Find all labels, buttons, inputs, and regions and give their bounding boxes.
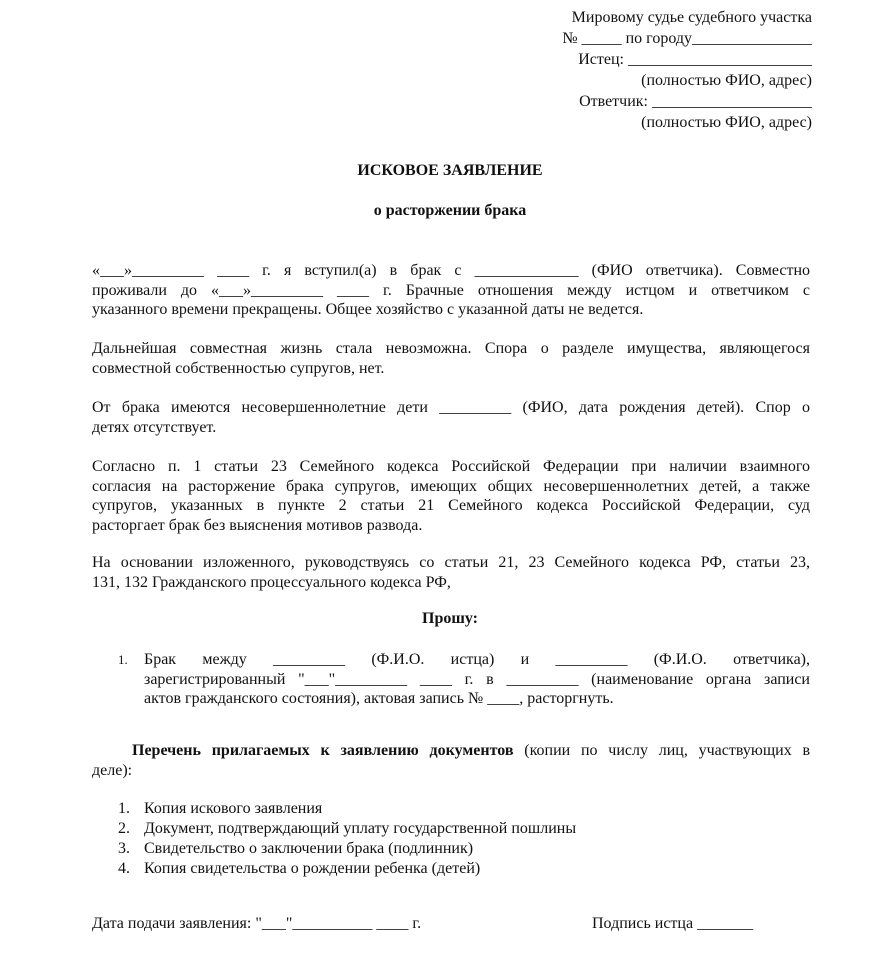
court-addressee: Мировому судье судебного участка	[571, 9, 812, 26]
text-line: От брака имеются несовершеннолетние дети _________ (ФИО, дата рождения детей). Спор о	[92, 399, 810, 416]
text-line: расторгает брак без выяснения мотивов развода.	[92, 516, 423, 534]
list-item-text: Документ, подтверждающий уплату государственной пошлины	[144, 820, 577, 837]
list-item	[118, 819, 576, 839]
text-line: согласия на расторжение брака супругов, имеющих общих несовершеннолетних детей, а также	[92, 477, 810, 495]
list-item-text: Свидетельство о заключении брака (подлинник)	[144, 840, 474, 857]
court-number-line: № _____ по городу_______________	[562, 30, 812, 47]
text-line: детях отсутствует.	[92, 418, 217, 436]
paragraph-legal-basis	[92, 457, 810, 535]
text-line: Согласно п. 1 статьи 23 Семейного кодекса Российской Федерации при наличии взаимного	[92, 458, 810, 475]
list-item	[118, 799, 576, 819]
list-item-number: 3.	[118, 840, 130, 857]
list-item-number: 4.	[118, 860, 130, 877]
list-item-text: Копия свидетельства о рождении ребенка (детей)	[144, 860, 481, 877]
attachments-heading-bold: Перечень прилагаемых к заявлению документов	[132, 742, 514, 759]
request-item-text	[144, 650, 810, 709]
list-item	[118, 839, 576, 859]
request-heading: Прошу:	[422, 610, 478, 627]
text-line: совместной собственностью супругов, нет.	[92, 359, 385, 377]
text-line: супругов, указанных в пункте 2 статьи 21 Семейного кодекса Российской Федерации, суд	[92, 497, 810, 514]
text-line: На основании изложенного, руководствуясь со статьи 21, 23 Семейного кодекса РФ, статьи 23,	[92, 554, 810, 571]
defendant-hint: (полностью ФИО, адрес)	[641, 114, 812, 131]
plaintiff-signature-line: Подпись истца _______	[592, 915, 754, 932]
text-line: Дальнейшая совместная жизнь стала невозможна. Спора о разделе имущества, являющегося	[92, 340, 810, 357]
list-item-text: Копия искового заявления	[144, 800, 323, 817]
list-item	[118, 859, 576, 879]
text-line: актов гражданского состояния), актовая запись № ____, расторгнуть.	[144, 690, 614, 707]
text-line: Брак между _________ (Ф.И.О. истца) и _________ (Ф.И.О. ответчика),	[144, 651, 810, 668]
plaintiff-line: Истец: _______________________	[578, 51, 812, 68]
paragraph-marriage-info	[92, 261, 810, 320]
plaintiff-hint: (полностью ФИО, адрес)	[641, 72, 812, 89]
defendant-line: Ответчик: ____________________	[579, 93, 812, 110]
text-line: указанного времени прекращены. Общее хозяйство с указанной даты не ведется.	[92, 301, 644, 318]
document-title: ИСКОВОЕ ЗАЯВЛЕНИЕ	[357, 162, 543, 179]
submission-date-line: Дата подачи заявления: "___"__________ ____ г.	[92, 915, 422, 932]
text-line: зарегистрированный "___"_________ ____ г. в _________ (наименование органа записи	[144, 670, 810, 688]
text-line: «___»_________ ____ г. я вступил(а) в брак с _____________ (ФИО ответчика). Совместно	[92, 262, 810, 279]
paragraph-children	[92, 398, 810, 437]
text-line: проживали до «___»_________ ____ г. Брачные отношения между истцом и ответчиком с	[92, 281, 810, 299]
text-line: деле):	[92, 761, 133, 779]
text-line	[92, 741, 810, 761]
paragraph-grounds	[92, 553, 810, 592]
attachments-heading-note: (копии по числу лиц, участвующих в	[524, 742, 811, 759]
paragraph-property	[92, 339, 810, 378]
attachments-heading	[92, 741, 810, 780]
text-line: 131, 132 Гражданского процессуального кодекса РФ,	[92, 573, 451, 591]
request-item-number: 1.	[118, 652, 128, 667]
attachments-list	[118, 799, 576, 879]
list-item-number: 2.	[118, 820, 130, 837]
court-header	[536, 7, 812, 133]
document-subtitle: о расторжении брака	[373, 202, 527, 219]
list-item-number: 1.	[118, 800, 130, 817]
